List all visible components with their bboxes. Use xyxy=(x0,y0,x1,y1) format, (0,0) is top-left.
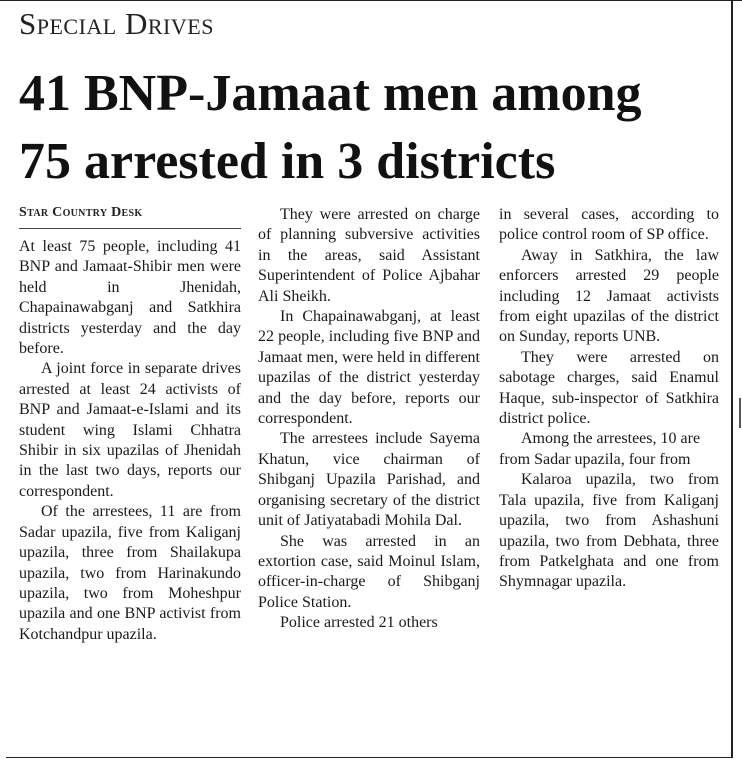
paragraph: Kalaroa upazila, two from Tala upazila, five from Kaliganj upazila, two from Ashashuni upazila, two from Debhata, three from Patkelghata and one from Shymnagar upazila. xyxy=(499,471,719,591)
article-column-1 xyxy=(19,237,241,645)
headline-line-2: 75 arrested in 3 districts xyxy=(19,133,556,190)
paragraph: in several cases, according to police control room of SP office. xyxy=(499,206,719,244)
article-column-2 xyxy=(258,205,480,634)
paragraph: At least 75 people, including 41 BNP and Jamaat-Shibir men were held in Jhenidah, Chapainawabganj and Satkhira districts yesterday and the day before. xyxy=(19,238,241,358)
byline-divider xyxy=(19,228,241,229)
paragraph: Among the arrestees, 10 are from Sadar upazila, four from xyxy=(499,430,701,468)
section-kicker: Special Drives xyxy=(19,6,214,41)
byline: Star Country Desk xyxy=(19,205,143,220)
paragraph: They were arrested on charge of planning subversive activities in the areas, said Assistant Superintendent of Police Ajbahar Ali Sheikh. xyxy=(258,206,480,305)
top-border-rule xyxy=(0,0,742,1)
paragraph: Of the arrestees, 11 are from Sadar upazila, five from Kaliganj upazila, three from Shailakupa upazila, two from Harinakundo upazila, two from Moheshpur upazila and one BNP activist from Kotchandpur upazila. xyxy=(19,503,241,643)
headline-line-1: 41 BNP-Jamaat men among xyxy=(19,65,642,122)
paragraph: The arrestees include Sayema Khatun, vice chairman of Shibganj Upazila Parishad, and organising secretary of the district unit of Jatiyatabadi Mohila Dal. xyxy=(258,430,480,530)
bottom-border-rule xyxy=(6,757,733,758)
paragraph: They were arrested on sabotage charges, said Enamul Haque, sub-inspector of Satkhira district police. xyxy=(499,348,719,428)
paragraph: She was arrested in an extortion case, said Moinul Islam, officer-in-charge of Shibganj Police Station. xyxy=(258,532,480,611)
paragraph: Away in Satkhira, the law enforcers arrested 29 people including 12 Jamaat activists from eight upazilas of the district on Sunday, reports UNB. xyxy=(499,246,719,346)
paragraph: A joint force in separate drives arrested at least 24 activists of BNP and Jamaat-e-Islami and its student wing Islami Chhatra Shibir in six upazilas of Jhenidah in the last two days, reports our correspondent. xyxy=(19,360,241,500)
article-column-3 xyxy=(499,205,719,593)
right-column-rule xyxy=(731,0,733,758)
paragraph: Police arrested 21 others xyxy=(280,614,438,632)
right-edge-fragment xyxy=(739,398,741,428)
paragraph: In Chapainawabganj, at least 22 people, including five BNP and Jamaat men, were held in different upazilas of the district yesterday and the day before, reports our correspondent. xyxy=(258,308,480,428)
